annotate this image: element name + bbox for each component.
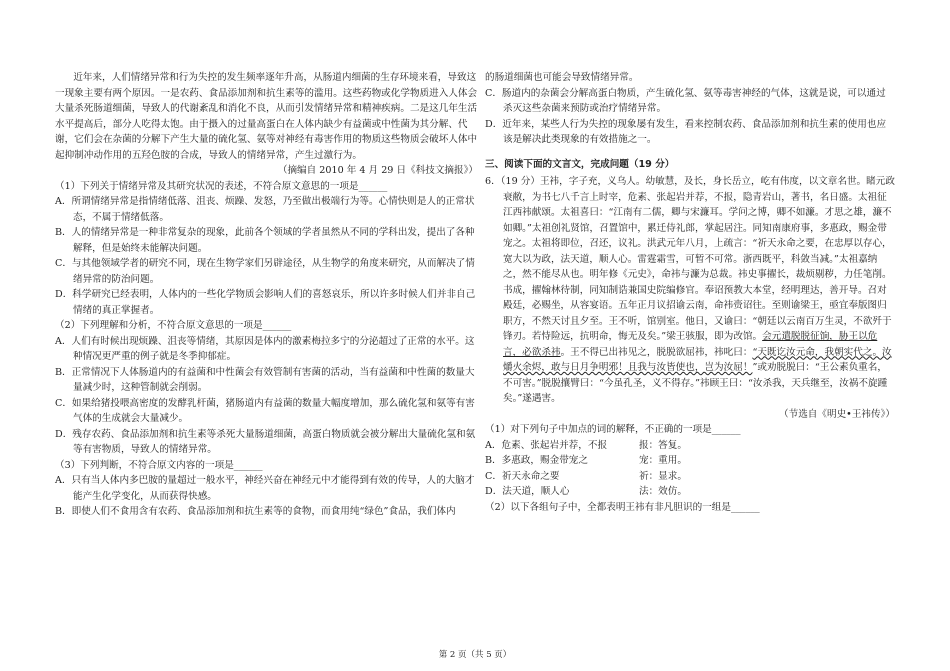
question-stem: （1）对下列句子中加点的词的解释，不正确的一项是______ xyxy=(485,424,741,435)
question-stem: （3）下列判断，不符合原文内容的一项是______ xyxy=(55,459,263,471)
option-b: B．即使人们不食用含有农药、食品添加剂和抗生素等的食物，而食用纯“绿色”食品，我们体内 xyxy=(55,506,456,517)
option-a: A．所谓情绪异常是指情绪低落、沮丧、烦躁、发怒，乃至做出极端行为等。心情快则是人的正常状态，不属于情绪低落。 xyxy=(55,196,475,223)
classical-passage xyxy=(485,174,895,407)
option-sentence: A．危素、张起岩并荐，不报 xyxy=(485,439,608,451)
sub-question-2-stem: （2）以下各组句子中，全都表明王祎有非凡胆识的一组是______ xyxy=(485,501,760,513)
question-2 xyxy=(55,318,478,458)
wavy-underlined-sentence: “天既讫汝元命，我朝实代之。汝爝火余烬，敢与日月争明邪！且我与汝皆使也，岂为汝屈！ xyxy=(503,346,892,373)
option-sentence: B．多惠政，赐金带宠之 xyxy=(485,455,588,466)
option-d: D．残存农药、食品添加剂和抗生素等杀死大量肠道细菌，高蛋白物质就会被分解出大量硫化氢和氨等有害物质，导致人的情绪异常。 xyxy=(55,428,476,455)
question-number: 6． xyxy=(485,176,501,187)
passage-paragraph: 近年来，人们情绪异常和行为失控的发生频率逐年升高，从肠道内细菌的生存环境来看，导致这一现象主要有两个原因。一是农药、食品添加剂和抗生素等的滥用。这些药物或化学物质进入人体会大量杀死肠道细菌，导致人的代谢紊乱和消化不良，从而引发情绪异常和精神疾病。二是这几年生活水平提高后，部分人吃得太饱。由于摄入的过量高蛋白在人体内缺少有益菌或中性菌为其分解、代谢，它们会在杂菌的分解下产生大量的硫化氢、氨等对神经有毒害作用的物质这些物质会破坏人体中起抑制冲动作用的五羟色胺的合成，导致人的情绪异常，产生过激行为。 xyxy=(55,72,478,161)
option-gloss: 祈：显求。 xyxy=(639,470,687,482)
option-gloss: 报：答复。 xyxy=(639,439,687,451)
question-stem: （1）下列关于情绪异常及其研究状况的表述，不符合原文意思的一项是______ xyxy=(55,180,388,192)
option-c: C．肠道内的杂菌会分解高蛋白物质，产生硫化氢、氨等毒害神经的气体，这就是说，可以通过杀灭这些杂菌来预防或治疗情绪异常。 xyxy=(485,87,886,114)
option-gloss: 宠：重用。 xyxy=(639,455,687,466)
option-b-continuation: 的肠道细菌也可能会导致情绪异常。 xyxy=(485,72,639,83)
option-b: B．正常情况下人体肠道内的有益菌和中性菌会有效管制有害菌的活动，当有益菌和中性菌的数量大量减少时，这种管制就会削弱。 xyxy=(55,366,475,393)
source-citation: （摘编自 2010 年 4 月 29 日《科技文摘报》） xyxy=(277,165,478,176)
underlined-sentence: 会元遣脱脱征饷，胁王以危言，必欲杀祎 xyxy=(503,331,878,358)
option-a: A．只有当人体内多巴胺的量超过一般水平，神经兴奋在神经元中才能得到有效的传导，人的大脑才能产生化学变化，从而获得快感。 xyxy=(55,475,475,502)
option-c: C．与其他领域学者的研究不同，现在生物学家们另辟途径，从生物学的角度来研究，从而解决了情绪异常的防治问题。 xyxy=(55,258,475,285)
option-d: D．科学研究已经表明，人体内的一些化学物质会影响人们的喜怒哀乐，所以许多时候人们并非自己情绪的真正掌握者。 xyxy=(55,289,476,316)
question-stem: （2）下列理解和分析，不符合原文意思的一项是______ xyxy=(55,320,292,331)
section-heading: 三、阅读下面的文言文，完成问题（19 分） xyxy=(485,158,675,170)
option-row xyxy=(485,469,895,485)
option-row xyxy=(485,484,895,500)
option-sentence: D．法天道，顺人心 xyxy=(485,486,570,497)
option-d: D．近年来，某些人行为失控的现象屡有发生，看来控制农药、食品添加剂和抗生素的使用也应该是解决此类现象的有效措施之一。 xyxy=(485,118,887,145)
left-column xyxy=(55,70,478,520)
option-row xyxy=(485,453,895,469)
question-1 xyxy=(55,179,478,319)
passage-text: 。王不得已出祎见之，脱脱欲屈祎，祎叱曰： xyxy=(560,346,753,358)
sub-question-1 xyxy=(485,422,895,500)
right-column xyxy=(485,70,895,515)
passage-text: ”或劝脱脱曰：“王公素负重名，不可害。”脱脱攘臂曰：“今虽孔圣，义不得存。”祎顾王曰：“汝杀我，天兵继至，汝祸不旋踵矣。”遂遇害。 xyxy=(503,362,888,404)
option-gloss: 法：效仿。 xyxy=(639,486,687,497)
question-3 xyxy=(55,458,478,520)
option-sentence: C．祈天永命之要 xyxy=(485,470,560,482)
passage-text: （19 分）王祎，字子充，义乌人。幼敏慧，及长，身长岳立，屹有伟度，以文章名世。睹元政衰敝，为书七八千言上时宰，危素、张起岩并荐，不报，隐青岩山，著书，名日盛。太祖征江西祎献颂。太祖喜曰：“江南有二儒，卿与宋濂耳。学问之博，卿不如濂。才思之雄，濂不如卿。”太祖创礼贤馆，召置馆中，累迁侍礼郎，掌起居注。同知南康府事，多惠政，赐金带宠之。太祖将即位，召还，议礼。洪武元年八月，上疏言：“祈天永命之要，在忠厚以存心，宽大以为政，法天道，顺人心。雷霆霜雪，可暂不可常。浙西既平，科敛当减。”太祖嘉纳之，然不能尽从也。明年修《元史》，命祎与濂为总裁。祎史事擢长，裁烦剔秽，力任笔削。书成，擢翰林待制，同知制诰兼国史院编修官。奉诏预教大本堂，经明理达，善开导。召对殿廷，必赐坐，从容宴语。五年正月议招谕云南，命祎赍诏往。至则谕梁王，亟宜奉版图归职方，不然天讨且夕至。王不听，馆别室。他日，又谕曰：“朝廷以云南百万生灵，不欲歼于锋刃。若恃险远，抗明命，悔无及矣。”梁王骇服，即为改馆。 xyxy=(500,176,895,342)
option-a: A．人们有时候出现烦躁、沮丧等情绪，其原因是体内的激素梅拉多宁的分泌超过了正常的水平。这种情况更严重的例子就是冬季抑郁症。 xyxy=(55,335,475,362)
page-footer: 第 2 页（共 5 页） xyxy=(438,650,512,660)
source-citation: （节选自《明史•王祎传》） xyxy=(779,408,895,420)
option-row xyxy=(485,438,895,454)
option-c: C．如果给猪投喂高密度的发酵乳杆菌，猪肠道内有益菌的数量大幅度增加，那么硫化氢和氨等有害气体的生成就会大量减少。 xyxy=(55,397,475,424)
option-b: B．人的情绪异常是一种非常复杂的现象，此前各个领域的学者虽然从不同的学科出发，提出了各种解释，但是始终未能解决问题。 xyxy=(55,227,475,254)
